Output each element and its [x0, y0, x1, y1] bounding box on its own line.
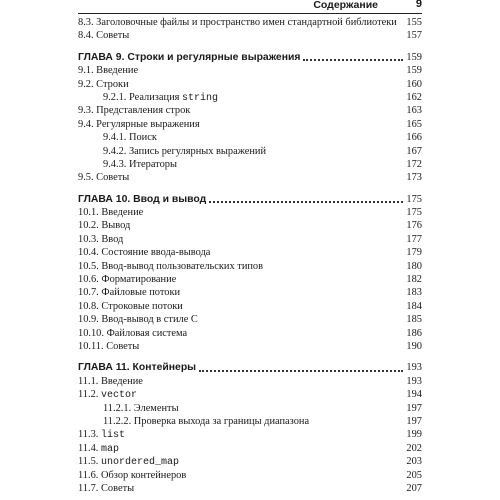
toc-entry-9-4-2	[78, 145, 422, 158]
chapter-title: ГЛАВА 9. Строки и регулярные выражения	[78, 51, 301, 63]
toc-entry-label: 9.1. Введение	[78, 65, 139, 77]
toc-entry-page: 193	[406, 375, 422, 387]
toc-entry-label: 10.4. Состояние ввода-вывода	[78, 247, 211, 259]
toc-entry-label: 11.1. Введение	[78, 375, 143, 387]
toc-entry-page: 157	[406, 30, 422, 42]
toc-entry-11-4	[78, 442, 422, 455]
chapter-title: ГЛАВА 11. Контейнеры	[78, 362, 197, 374]
toc-entry-10-8	[78, 300, 422, 313]
toc-entry-page: 183	[406, 287, 422, 299]
toc-entry-11-2-2	[78, 415, 422, 428]
toc-entry-page: 172	[406, 158, 422, 170]
toc-entry-10-7	[78, 286, 422, 299]
toc-entry-page: 205	[406, 469, 422, 481]
toc-entry-9-2-1	[78, 91, 422, 104]
toc-entry-9-2	[78, 78, 422, 91]
toc-entry-label: 9.4.1. Поиск	[103, 132, 157, 144]
toc-entry-label: 8.3. Заголовочные файлы и пространство имен стандартной библиотеки	[78, 17, 397, 28]
toc-entry-11-2-1	[78, 402, 422, 415]
toc-entry-11-5	[78, 455, 422, 468]
toc-entry-page: 202	[406, 442, 422, 454]
toc-entry-10-11	[78, 340, 422, 353]
toc-entry-label-text: 11.4.	[78, 442, 101, 454]
toc-entry-label: 10.10. Файловая система	[78, 327, 188, 339]
toc-entry-10-2	[78, 219, 422, 232]
toc-entry-label: 11.2.1. Элементы	[103, 402, 179, 414]
chapter-page: 175	[406, 193, 422, 205]
toc-entry-label	[78, 442, 119, 456]
toc-entry-9-4-3	[78, 158, 422, 171]
toc-entry-page: 179	[406, 247, 422, 259]
chapter-page: 193	[406, 362, 422, 374]
code-term: map	[101, 443, 120, 455]
toc-entry-10-6	[78, 273, 422, 286]
running-header	[78, 0, 422, 14]
toc-entry-10-10	[78, 327, 422, 340]
chapter-page: 159	[406, 51, 422, 63]
toc-entry-label: 10.9. Ввод-вывод в стиле C	[78, 314, 198, 326]
toc-entry-label: 9.4.2. Запись регулярных выражений	[103, 145, 267, 157]
toc-entry-page: 190	[406, 340, 422, 352]
spacer	[78, 43, 422, 51]
toc-entry-11-7	[78, 482, 422, 495]
toc-entry-page: 185	[406, 314, 422, 326]
toc-entry-label	[78, 455, 179, 469]
code-term: list	[101, 430, 126, 442]
toc-entry-page: 160	[406, 78, 422, 90]
toc-entry-label: 11.6. Обзор контейнеров	[78, 469, 187, 481]
header-page-number: 9	[415, 0, 422, 10]
toc-entry-label: 10.6. Форматирование	[78, 274, 177, 286]
dot-leader	[209, 193, 403, 203]
code-term: string	[182, 92, 219, 104]
toc-entry-label-text: 11.3.	[78, 429, 101, 441]
toc-entry-page: 207	[406, 482, 422, 494]
chapter-title: ГЛАВА 10. Ввод и вывод	[78, 193, 207, 205]
toc-entry-10-3	[78, 233, 422, 246]
toc-entry-label-text: 11.2.	[78, 389, 101, 401]
toc-entry-label: 9.3. Представления строк	[78, 105, 191, 117]
toc-entry-label	[78, 388, 137, 402]
toc-entry-9-4-1	[78, 131, 422, 144]
toc-entry-label	[78, 428, 125, 442]
toc-entry-label: 10.8. Строковые потоки	[78, 300, 183, 312]
toc-entry-11-6	[78, 469, 422, 482]
toc-entry-page: 155	[406, 17, 422, 28]
toc-entry-page: 177	[406, 233, 422, 245]
toc-entry-page: 197	[406, 402, 422, 414]
toc-entry-label: 8.4. Советы	[78, 30, 130, 42]
toc-chapter-9	[78, 51, 422, 64]
table-of-contents	[78, 16, 422, 495]
toc-entry-10-1	[78, 206, 422, 219]
toc-entry-label: 10.3. Ввод	[78, 233, 124, 245]
toc-entry-9-5	[78, 171, 422, 184]
toc-entry-label: 10.11. Советы	[78, 340, 140, 352]
toc-entry-label-text: 9.2.1. Реализация	[103, 91, 183, 103]
toc-entry-page: 182	[406, 274, 422, 286]
toc-entry-page: 176	[406, 220, 422, 232]
toc-entry-11-2	[78, 388, 422, 401]
header-title: Содержание	[313, 0, 378, 11]
toc-entry-page: 175	[406, 207, 422, 219]
toc-chapter-11	[78, 361, 422, 374]
toc-entry-8-3	[78, 16, 422, 29]
toc-entry-label: 10.5. Ввод-вывод пользовательских типов	[78, 260, 264, 272]
toc-entry-label: 11.7. Советы	[78, 482, 135, 494]
toc-entry-label: 9.2. Строки	[78, 78, 129, 90]
spacer	[78, 353, 422, 361]
toc-entry-label: 9.5. Советы	[78, 172, 130, 184]
toc-entry-page: 166	[406, 132, 422, 144]
toc-entry-9-4	[78, 118, 422, 131]
toc-entry-10-9	[78, 313, 422, 326]
toc-entry-label: 10.2. Вывод	[78, 220, 131, 232]
toc-entry-label: 10.7. Файловые потоки	[78, 287, 181, 299]
toc-entry-label: 10.1. Введение	[78, 207, 144, 219]
toc-entry-page: 167	[406, 145, 422, 157]
toc-entry-page: 203	[406, 456, 422, 468]
toc-entry-label: 11.2.2. Проверка выхода за границы диапазона	[103, 415, 310, 427]
toc-entry-label: 9.4. Регулярные выражения	[78, 118, 200, 130]
toc-entry-page: 180	[406, 260, 422, 272]
toc-entry-11-3	[78, 428, 422, 441]
toc-entry-page: 159	[406, 65, 422, 77]
toc-chapter-10	[78, 193, 422, 206]
toc-entry-page: 184	[406, 300, 422, 312]
dot-leader	[199, 362, 403, 372]
code-term: vector	[101, 390, 138, 402]
toc-entry-page: 199	[406, 429, 422, 441]
toc-entry-page: 194	[406, 389, 422, 401]
code-term: unordered_map	[101, 457, 180, 469]
dot-leader	[303, 51, 403, 61]
toc-entry-label-text: 11.5.	[78, 456, 101, 468]
toc-entry-page: 186	[406, 327, 422, 339]
toc-entry-11-1	[78, 375, 422, 388]
toc-entry-page: 162	[406, 91, 422, 103]
toc-entry-8-4	[78, 29, 422, 42]
toc-entry-label: 9.4.3. Итераторы	[103, 158, 177, 170]
toc-entry-10-4	[78, 246, 422, 259]
toc-entry-page: 163	[406, 105, 422, 117]
toc-entry-page: 173	[406, 172, 422, 184]
spacer	[78, 185, 422, 193]
toc-entry-9-1	[78, 64, 422, 77]
toc-entry-page: 165	[406, 118, 422, 130]
toc-entry-9-3	[78, 104, 422, 117]
toc-entry-label	[103, 91, 218, 105]
toc-entry-10-5	[78, 260, 422, 273]
toc-entry-page: 197	[406, 415, 422, 427]
